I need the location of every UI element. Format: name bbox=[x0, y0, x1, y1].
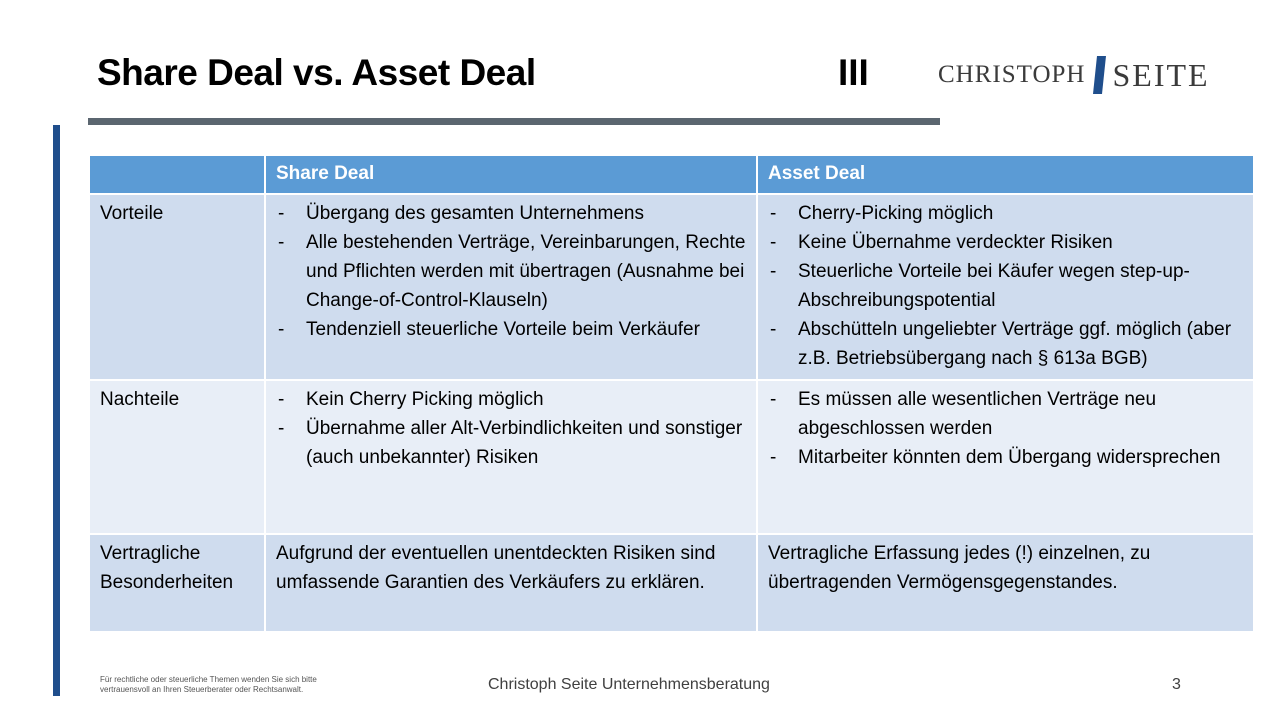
bullet-list bbox=[276, 385, 746, 472]
share-deal-cell bbox=[265, 194, 757, 380]
row-label: Nachteile bbox=[89, 380, 265, 534]
list-item: - Alle bestehenden Verträge, Vereinbarungen, Rechte und Pflichten werden mit übertragen (Ausnahme bei Change-of-Control-Klauseln) bbox=[276, 228, 746, 315]
list-item: - Tendenziell steuerliche Vorteile beim Verkäufer bbox=[276, 315, 746, 344]
slide-title: Share Deal vs. Asset Deal bbox=[97, 52, 536, 93]
row-label: Vertragliche Besonderheiten bbox=[89, 534, 265, 632]
list-item: - Keine Übernahme verdeckter Risiken bbox=[768, 228, 1243, 257]
list-item: - Mitarbeiter könnten dem Übergang widersprechen bbox=[768, 443, 1243, 472]
logo-bar-icon bbox=[1093, 56, 1106, 94]
table-row-besonderheiten bbox=[89, 534, 1254, 632]
asset-deal-cell: Vertragliche Erfassung jedes (!) einzelnen, zu übertragenden Vermögensgegenstandes. bbox=[757, 534, 1254, 632]
disclaimer-line: Für rechtliche oder steuerliche Themen wenden Sie sich bitte bbox=[100, 675, 317, 684]
table-header-row bbox=[89, 155, 1254, 194]
asset-deal-cell bbox=[757, 194, 1254, 380]
list-item: - Es müssen alle wesentlichen Verträge neu abgeschlossen werden bbox=[768, 385, 1243, 443]
header-empty-cell bbox=[89, 155, 265, 194]
header-share-deal: Share Deal bbox=[265, 155, 757, 194]
bullet-list bbox=[276, 199, 746, 344]
table-row-nachteile bbox=[89, 380, 1254, 534]
share-deal-cell bbox=[265, 380, 757, 534]
logo-text-first: CHRISTOPH bbox=[938, 61, 1086, 88]
list-item: - Übernahme aller Alt-Verbindlichkeiten und sonstiger (auch unbekannter) Risiken bbox=[276, 414, 746, 472]
title-underline bbox=[88, 118, 940, 125]
list-item: - Abschütteln ungeliebter Verträge ggf. möglich (aber z.B. Betriebsübergang nach § 613a BGB) bbox=[768, 315, 1243, 373]
disclaimer-line: vertrauensvoll an Ihren Steuerberater oder Rechtsanwalt. bbox=[100, 685, 304, 694]
header-asset-deal: Asset Deal bbox=[757, 155, 1254, 194]
legal-disclaimer bbox=[100, 675, 317, 695]
list-item: - Übergang des gesamten Unternehmens bbox=[276, 199, 746, 228]
list-item: - Steuerliche Vorteile bei Käufer wegen step-up-Abschreibungspotential bbox=[768, 257, 1243, 315]
logo-text-second: SEITE bbox=[1112, 56, 1210, 93]
section-numeral: III bbox=[838, 52, 869, 93]
list-item: - Kein Cherry Picking möglich bbox=[276, 385, 746, 414]
asset-deal-cell bbox=[757, 380, 1254, 534]
share-deal-cell: Aufgrund der eventuellen unentdeckten Risiken sind umfassende Garantien des Verkäufers zu erklären. bbox=[265, 534, 757, 632]
table-row-vorteile bbox=[89, 194, 1254, 380]
list-item: - Cherry-Picking möglich bbox=[768, 199, 1243, 228]
comparison-table bbox=[88, 154, 1255, 633]
row-label: Vorteile bbox=[89, 194, 265, 380]
left-accent-bar bbox=[53, 125, 60, 696]
bullet-list bbox=[768, 199, 1243, 373]
footer-company: Christoph Seite Unternehmensberatung bbox=[488, 676, 770, 693]
company-logo bbox=[928, 44, 1218, 106]
bullet-list bbox=[768, 385, 1243, 472]
page-number: 3 bbox=[1172, 676, 1181, 693]
